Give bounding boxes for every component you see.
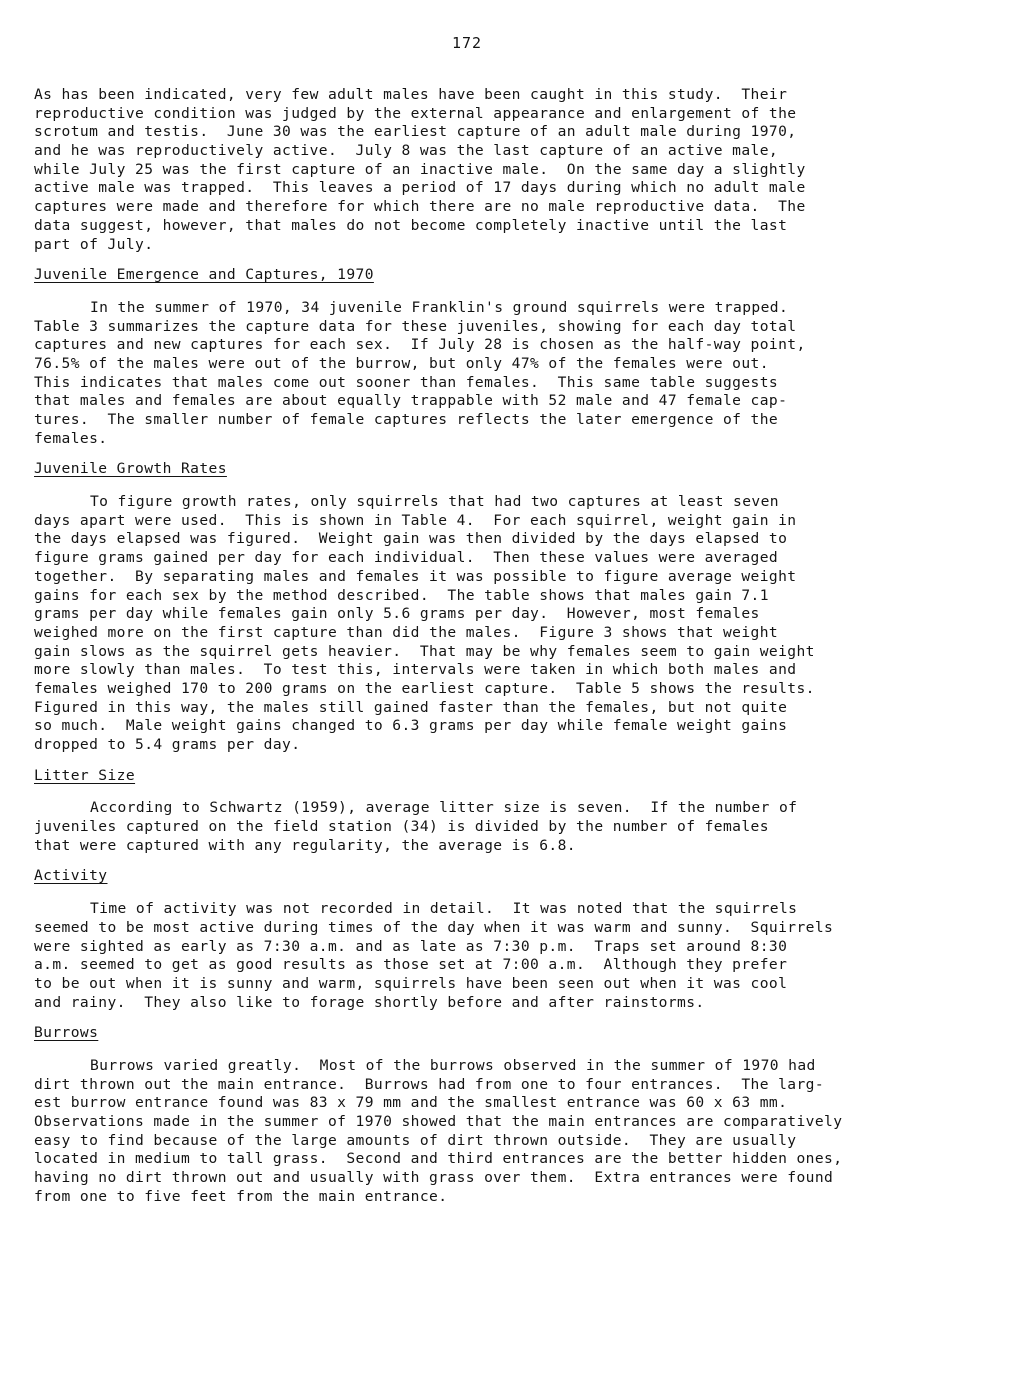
text-line: figure grams gained per day for each individual. Then these values were averaged bbox=[34, 549, 779, 567]
text-line: were sighted as early as 7:30 a.m. and as late as 7:30 p.m. Traps set around 8:30 bbox=[34, 937, 788, 955]
text-line: more slowly than males. To test this, intervals were taken in which both males and bbox=[34, 661, 797, 679]
text-line: Time of activity was not recorded in detail. It was noted that the squirrels bbox=[90, 900, 798, 918]
text-line: To figure growth rates, only squirrels that had two captures at least seven bbox=[90, 493, 779, 511]
text-line: seemed to be most active during times of the day when it was warm and sunny. Squirrels bbox=[34, 918, 834, 936]
text-line: 76.5% of the males were out of the burrow, but only 47% of the females were out. bbox=[34, 354, 769, 372]
text-line: easy to find because of the large amounts of dirt thrown outside. They are usually bbox=[34, 1131, 797, 1149]
text-line: grams per day while females gain only 5.6 grams per day. However, most females bbox=[34, 605, 760, 623]
text-line: As has been indicated, very few adult males have been caught in this study. Their bbox=[34, 86, 788, 103]
text-line: gains for each sex by the method described. The table shows that males gain 7.1 bbox=[34, 586, 769, 604]
text-line: In the summer of 1970, 34 juvenile Franklin's ground squirrels were trapped. bbox=[90, 298, 789, 316]
section-heading: Activity bbox=[34, 867, 108, 885]
text-line: Table 3 summarizes the capture data for these juveniles, showing for each day total bbox=[34, 317, 797, 335]
section bbox=[34, 86, 994, 254]
text-line: captures and new captures for each sex. If July 28 is chosen as the half-way point, bbox=[34, 336, 806, 354]
section-heading: Juvenile Emergence and Captures, 1970 bbox=[34, 266, 374, 284]
text-line: located in medium to tall grass. Second and third entrances are the better hidden ones, bbox=[34, 1150, 843, 1168]
text-line: captures were made and therefore for which there are no male reproductive data. The bbox=[34, 198, 806, 216]
section bbox=[34, 1012, 994, 1206]
text-line: females. bbox=[34, 429, 108, 447]
section bbox=[34, 755, 994, 856]
text-line: from one to five feet from the main entrance. bbox=[34, 1187, 448, 1205]
section-heading: Litter Size bbox=[34, 766, 136, 784]
text-line: juveniles captured on the field station (34) is divided by the number of females bbox=[34, 818, 769, 836]
text-line: active male was trapped. This leaves a period of 17 days during which no adult male bbox=[34, 179, 806, 197]
text-line: days apart were used. This is shown in Table 4. For each squirrel, weight gain in bbox=[34, 511, 797, 529]
text-line: together. By separating males and females it was possible to figure average weight bbox=[34, 567, 797, 585]
text-line: that males and females are about equally trappable with 52 male and 47 female cap- bbox=[34, 392, 788, 410]
text-line: scrotum and testis. June 30 was the earliest capture of an adult male during 1970, bbox=[34, 123, 797, 141]
text-line: This indicates that males come out sooner than females. This same table suggests bbox=[34, 373, 779, 391]
text-line: part of July. bbox=[34, 235, 154, 253]
text-line: a.m. seemed to get as good results as those set at 7:00 a.m. Although they prefer bbox=[34, 956, 788, 974]
section-heading: Juvenile Growth Rates bbox=[34, 460, 227, 478]
text-line: to be out when it is sunny and warm, squirrels have been seen out when it was cool bbox=[34, 974, 788, 992]
text-line: and rainy. They also like to forage shortly before and after rainstorms. bbox=[34, 993, 705, 1011]
document-body bbox=[34, 86, 994, 1206]
text-line: Burrows varied greatly. Most of the burrows observed in the summer of 1970 had bbox=[90, 1056, 816, 1074]
page-number: 172 bbox=[452, 34, 483, 52]
text-line: and he was reproductively active. July 8 was the last capture of an active male, bbox=[34, 142, 779, 160]
section bbox=[34, 254, 994, 448]
text-line: dirt thrown out the main entrance. Burrows had from one to four entrances. The larg- bbox=[34, 1075, 825, 1093]
section bbox=[34, 855, 994, 1012]
text-line: dropped to 5.4 grams per day. bbox=[34, 736, 301, 753]
text-line: est burrow entrance found was 83 x 79 mm and the smallest entrance was 60 x 63 mm. bbox=[34, 1094, 788, 1112]
section bbox=[34, 448, 994, 754]
text-line: that were captured with any regularity, the average is 6.8. bbox=[34, 836, 576, 854]
text-line: reproductive condition was judged by the external appearance and enlargement of the bbox=[34, 104, 797, 122]
text-line: data suggest, however, that males do not become completely inactive until the last bbox=[34, 216, 788, 234]
section-heading: Burrows bbox=[34, 1024, 99, 1042]
text-line: According to Schwartz (1959), average litter size is seven. If the number of bbox=[90, 799, 798, 817]
text-line: while July 25 was the first capture of an inactive male. On the same day a slightly bbox=[34, 160, 806, 178]
text-line: having no dirt thrown out and usually with grass over them. Extra entrances were found bbox=[34, 1169, 834, 1187]
text-line: the days elapsed was figured. Weight gain was then divided by the days elapsed to bbox=[34, 530, 788, 548]
text-line: females weighed 170 to 200 grams on the earliest capture. Table 5 shows the results. bbox=[34, 679, 815, 697]
text-line: weighed more on the first capture than did the males. Figure 3 shows that weight bbox=[34, 623, 779, 641]
text-line: so much. Male weight gains changed to 6.3 grams per day while female weight gains bbox=[34, 717, 788, 735]
text-line: gain slows as the squirrel gets heavier. That may be why females seem to gain weight bbox=[34, 642, 815, 660]
text-line: Figured in this way, the males still gained faster than the females, but not quite bbox=[34, 698, 788, 716]
text-line: tures. The smaller number of female captures reflects the later emergence of the bbox=[34, 411, 779, 428]
text-line: Observations made in the summer of 1970 showed that the main entrances are comparatively bbox=[34, 1113, 843, 1130]
